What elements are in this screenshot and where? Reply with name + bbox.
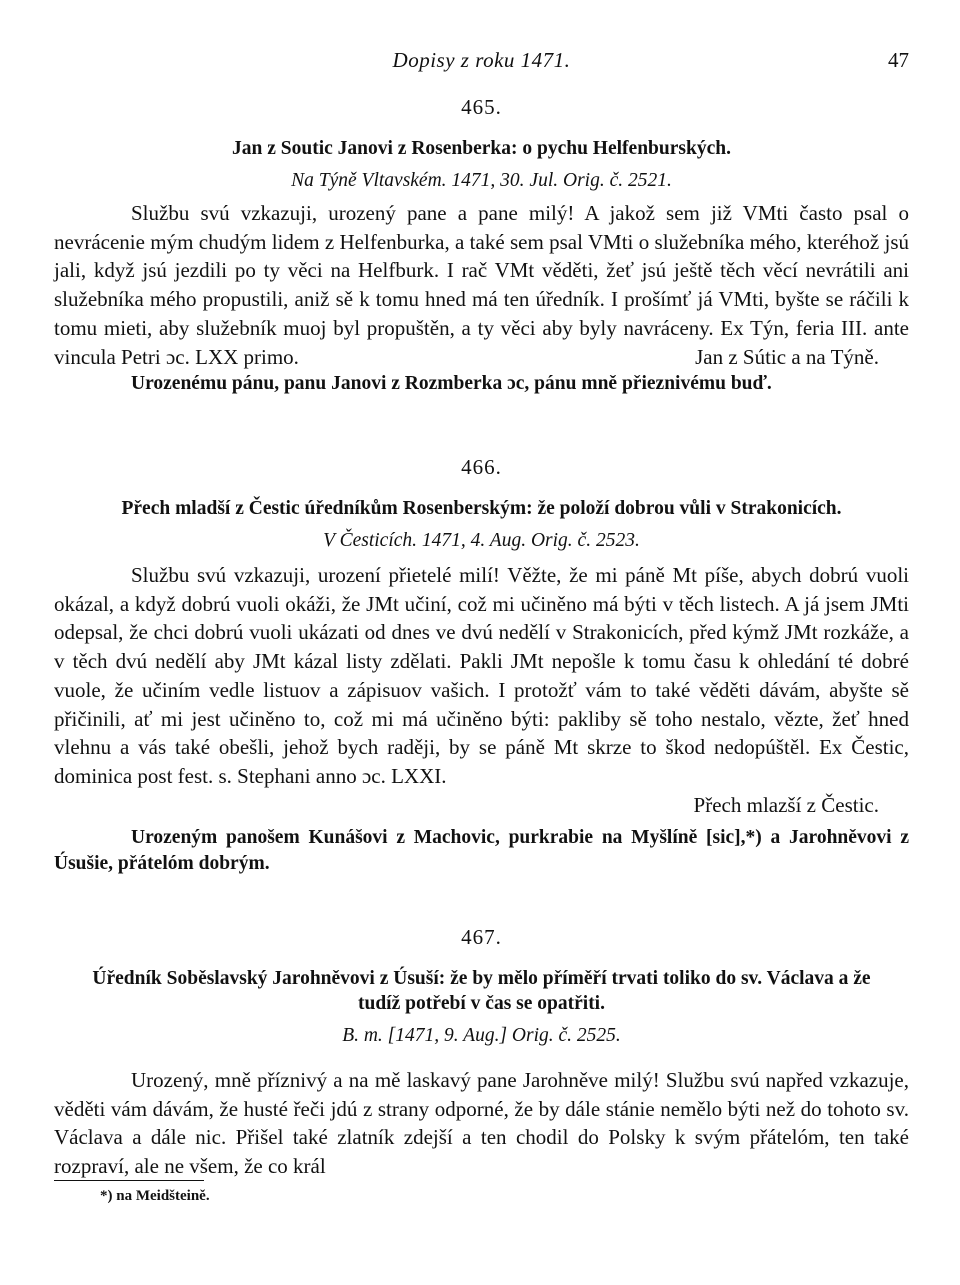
letter-address: Urozenému pánu, panu Janovi z Rozmberka ɔc, pánu mně přieznivému buď. — [131, 373, 772, 395]
letter-number: 465. — [461, 95, 502, 119]
letter-body: Službu svú vzkazuji, urození přietelé milí! Věžte, že mi páně Mt píše, abych dobrú vuoli okázal, a když dobrú vuoli okáži, že JMt učiní, což mi učiněno má býti v těch listech. A já jsem JMti odepsal, že chci dobrú vuoli ukázati od dnes ve dvú nedělí v Strakonicích, před kýmž JMt rozkáže, a v těch dvú nedělí aby JMt kázal listy zdělati. Pakli JMt nepošle k tomu času k ohledání té dobré vuole, že učiním vedle listuov a zápisuov vašich. I protožť vám to také věděti dávám, abyšte sě přičinili, ať mi jest učiněno to, což mi má učiněno býti: pakliby sě toho nestalo, vězte, žeť hned vlehnu a vás také obešli, jehož bych raději, by se páně Mt skrze to škod nedopúštěl. Ex Čestic, dominica post fest. s. Stephani anno ɔc. LXXI. — [54, 563, 909, 788]
letter-subject: Přech mladší z Čestic úředníkům Rosenberským: že položí dobrou vůli v Strakonicích. — [121, 498, 842, 519]
running-title: Dopisy z roku 1471. — [392, 48, 571, 72]
letter-address: Urozeným panošem Kunášovi z Machovic, purkrabie na Myšlíně [sic],*) a Jarohněvovi z Úsušie, přátelóm dobrým. — [54, 827, 909, 875]
letter-meta: V Česticích. 1471, 4. Aug. Orig. č. 2523. — [323, 530, 640, 551]
page-header — [54, 48, 909, 78]
letter-body: Službu svú vzkazuji, urozený pane a pane milý! A jakož sem již VMti často psal o nevrácenie mým chudým lidem z Helfenburka, a také sem psal VMti o služebníka mého, kteréhož jsú jali, když jsú jezdili po ty věci na Helfburk. I rač VMt věděti, žeť jsú ještě těch věcí nevrátili ani služebníka mého propustili, aniž sě k tomu hned má ten úředník. I prošímť já VMti, byšte se ráčili k tomu mieti, aby služebník muoj byl propuštěn, a ty věci aby byly navráceny. Ex Týn, feria III. ante vincula Petri ɔc. LXX primo. — [54, 201, 909, 369]
letter-467 — [54, 925, 909, 1181]
letter-465 — [54, 95, 909, 397]
letter-body: Urozený, mně příznivý a na mě laskavý pane Jarohněve milý! Službu svú napřed vzkazuje, věděti vám dávám, že husté řeči jdú z strany odporné, že by dále stánie nemělo býti než do tohoto sv. Václava a dále nic. Přišel také zlatník zdejší a ten chodil do Polsky k svým přátelóm, ten také rozpraví, ale ne všem, že co král — [54, 1068, 909, 1179]
letter-signature: Přech mlazší z Čestic. — [693, 792, 879, 817]
page-number: 47 — [888, 48, 909, 72]
letter-meta: B. m. [1471, 9. Aug.] Orig. č. 2525. — [342, 1025, 621, 1046]
letter-466 — [54, 455, 909, 877]
footnote: *) na Meidšteině. — [100, 1188, 210, 1204]
letter-meta: Na Týně Vltavském. 1471, 30. Jul. Orig. č. 2521. — [291, 170, 672, 191]
footnote-rule — [54, 1180, 204, 1181]
letter-number: 467. — [461, 925, 502, 949]
letter-number: 466. — [461, 455, 502, 479]
letter-signature: Jan z Sútic a na Týně. — [695, 344, 879, 369]
letter-subject: Jan z Soutic Janovi z Rosenberka: o pychu Helfenburských. — [232, 138, 731, 159]
letter-subject: Úředník Soběslavský Jarohněvovi z Úsuší: že by mělo příměří trvati toliko do sv. Václava a že tudíž potřebí v čas se opatřiti. — [92, 968, 871, 1014]
